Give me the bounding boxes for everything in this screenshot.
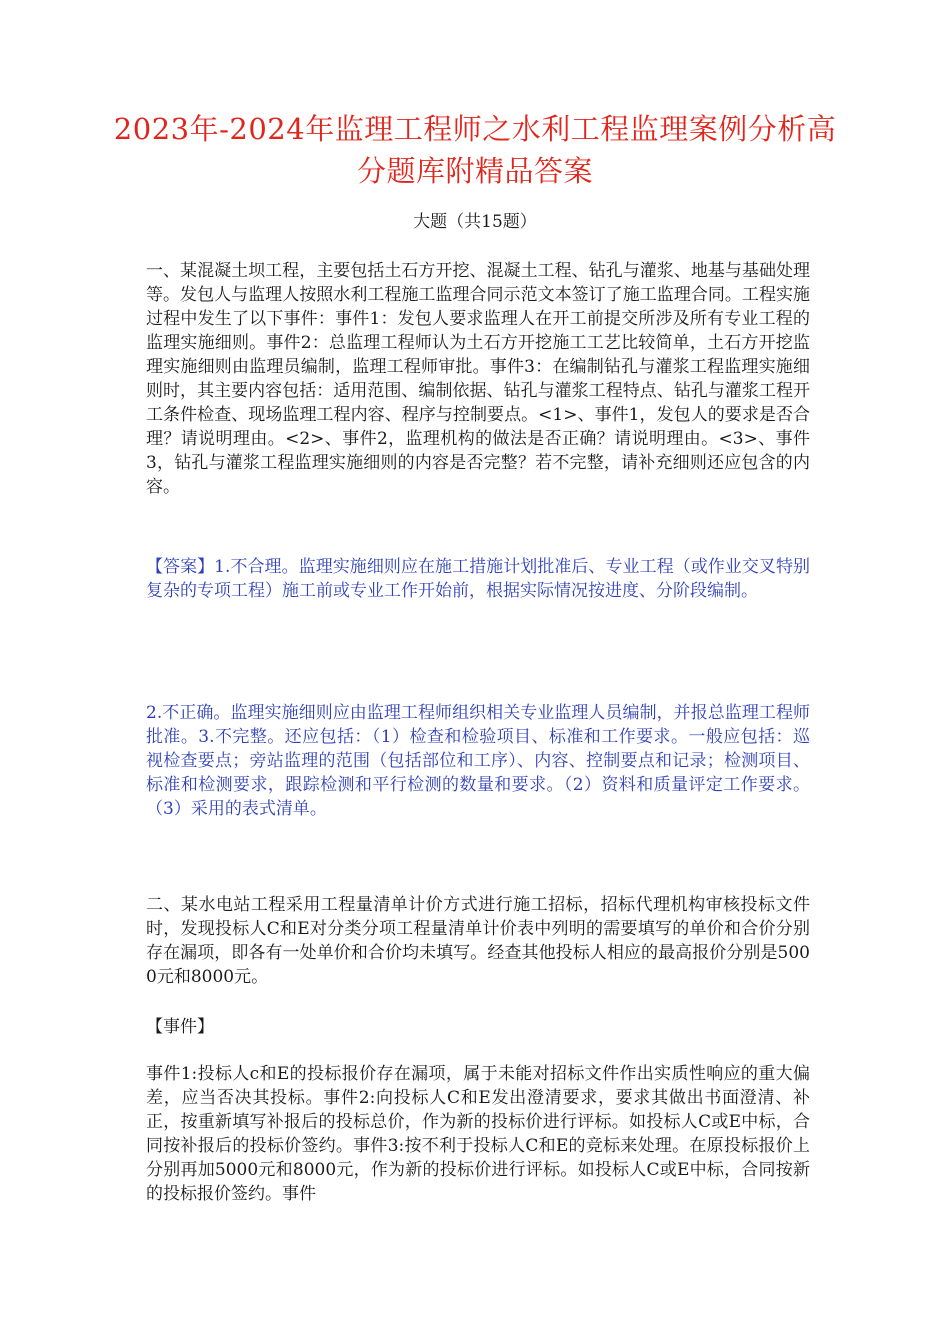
question-1-text: 一、某混凝土坝工程，主要包括土石方开挖、混凝土工程、钻孔与灌浆、地基与基础处理等。发包人与监理人按照水利工程施工监理合同示范文本签订了施工监理合同。工程实施过程中发生了以下事件：事件1：发包人要求监理人在开工前提交所涉及所有专业工程的监理实施细则。事件2：总监理工程师认为土石方开挖施工工艺比较简单，土石方开挖监理实施细则由监理员编制，监理工程师审批。事件3：在编制钻孔与灌浆工程监理实施细则时，其主要内容包括：适用范围、编制依据、钻孔与灌浆工程特点、钻孔与灌浆工程开工条件检查、现场监理工程内容、程序与控制要点。<1>、事件1，发包人的要求是否合理？请说明理由。<2>、事件2，监理机构的做法是否正确？请说明理由。<3>、事件3，钻孔与灌浆工程监理实施细则的内容是否完整？若不完整，请补充细则还应包含的内容。: [146, 261, 810, 497]
section-header: 大题（共15题）: [413, 212, 537, 232]
event-heading: 【事件】: [146, 1017, 214, 1037]
question-2-text: 二、某水电站工程采用工程量清单计价方式进行施工招标，招标代理机构审核投标文件时，发现投标人C和E对分类分项工程量清单计价表中列明的需要填写的单价和合价分别存在漏项，即各有一处单价和合价均未填写。经查其他投标人相应的最高报价分别是5000元和8000元。: [146, 895, 810, 987]
events-text: 事件1:投标人c和E的投标报价存在漏项，属于未能对招标文件作出实质性响应的重大偏差，应当否决其投标。事件2:向投标人C和E发出澄清要求，要求其做出书面澄清、补正，按重新填写补报后的投标总价，作为新的投标价进行评标。如投标人C或E中标，合同按补报后的投标价签约。事件3:按不利于投标人C和E的竞标来处理。在原投标报价上分别再加5000元和8000元，作为新的投标价进行评标。如投标人C或E中标，合同按新的投标报价签约。事件: [146, 1064, 810, 1204]
document-title: 2023年-2024年监理工程师之水利工程监理案例分析高分题库附精品答案: [113, 112, 837, 188]
answer-1-part-2: 2.不正确。监理实施细则应由监理工程师组织相关专业监理人员编制，并报总监理工程师批准。3.不完整。还应包括：（1）检查和检验项目、标准和工作要求。一般应包括：巡视检查要点；旁站监理的范围（包括部位和工序）、内容、控制要点和记录；检测项目、标准和检测要求，跟踪检测和平行检测的数量和要求。（2）资料和质量评定工作要求。（3）采用的表式清单。: [146, 703, 810, 819]
answer-1-part-1: 【答案】1.不合理。监理实施细则应在施工措施计划批准后、专业工程（或作业交叉特别复杂的专项工程）施工前或专业工作开始前，根据实际情况按进度、分阶段编制。: [146, 557, 810, 601]
